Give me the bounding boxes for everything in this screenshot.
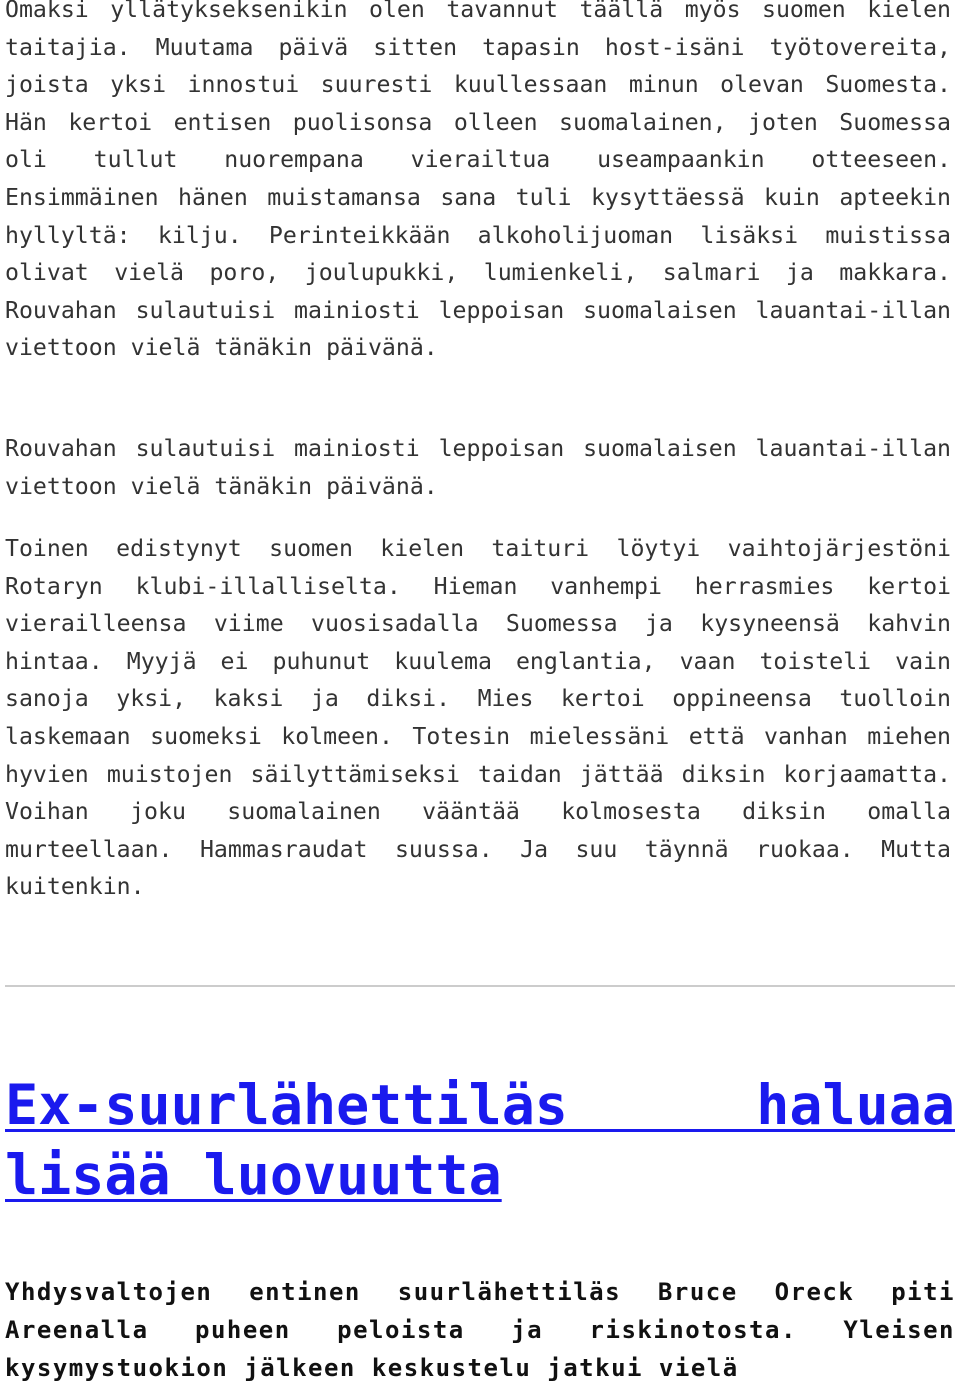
next-post-title-link[interactable]: Ex-suurlähettiläs haluaa lisää luovuutta xyxy=(5,1073,955,1207)
post-divider xyxy=(5,985,955,987)
next-post-intro: Yhdysvaltojen entinen suurlähettiläs Bruce Oreck piti Areenalla puheen peloista ja riskinotosta. Yleisen kysymystuokion jälkeen keskustelu jatkui vielä xyxy=(5,1278,955,1382)
page xyxy=(5,0,957,1384)
next-post-title xyxy=(5,1070,955,1210)
article-paragraph-3: Toinen edistynyt suomen kielen taituri löytyi vaihtojärjestöni Rotaryn klubi-illalliselta. Hieman vanhempi herrasmies kertoi vierailleensa viime vuosisadalla Suomessa ja kysyneensä kahvin hintaa. Myyjä ei puhunut kuulema englantia, vaan toisteli vain sanoja yksi, kaksi ja diksi. Mies kertoi oppineensa tuolloin laskemaan suomeksi kolmeen. Totesin mielessäni että vanhan miehen hyvien muistojen säilyttämiseksi taidan jättää diksin korjaamatta. Voihan joku suomalainen vääntää kolmosesta diksin omalla murteellaan. Hammasraudat suussa. Ja suu täynnä ruokaa. Mutta kuitenkin. xyxy=(5,535,951,901)
article-paragraph-1: Omaksi yllätykseksenikin olen tavannut täällä myös suomen kielen taitajia. Muutama päivä sitten tapasin host-isäni työtovereita, joista yksi innostui suuresti kuullessaan minun olevan Suomesta. Hän kertoi entisen puolisonsa olleen suomalainen, joten Suomessa oli tullut nuorempana vierailtua useampaankin otteeseen. Ensimmäinen hänen muistamansa sana tuli kysyttäessä kuin apteekin hyllyltä: kilju. Perinteikkään alkoholijuoman lisäksi muistissa olivat vielä poro, joulupukki, lumienkeli, salmari ja makkara. Rouvahan sulautuisi mainiosti leppoisan suomalaisen lauantai-illan viettoon vielä tänäkin päivänä. xyxy=(5,0,951,362)
article-paragraph-2: Rouvahan sulautuisi mainiosti leppoisan suomalaisen lauantai-illan viettoon vielä tänäkin päivänä. xyxy=(5,435,951,500)
